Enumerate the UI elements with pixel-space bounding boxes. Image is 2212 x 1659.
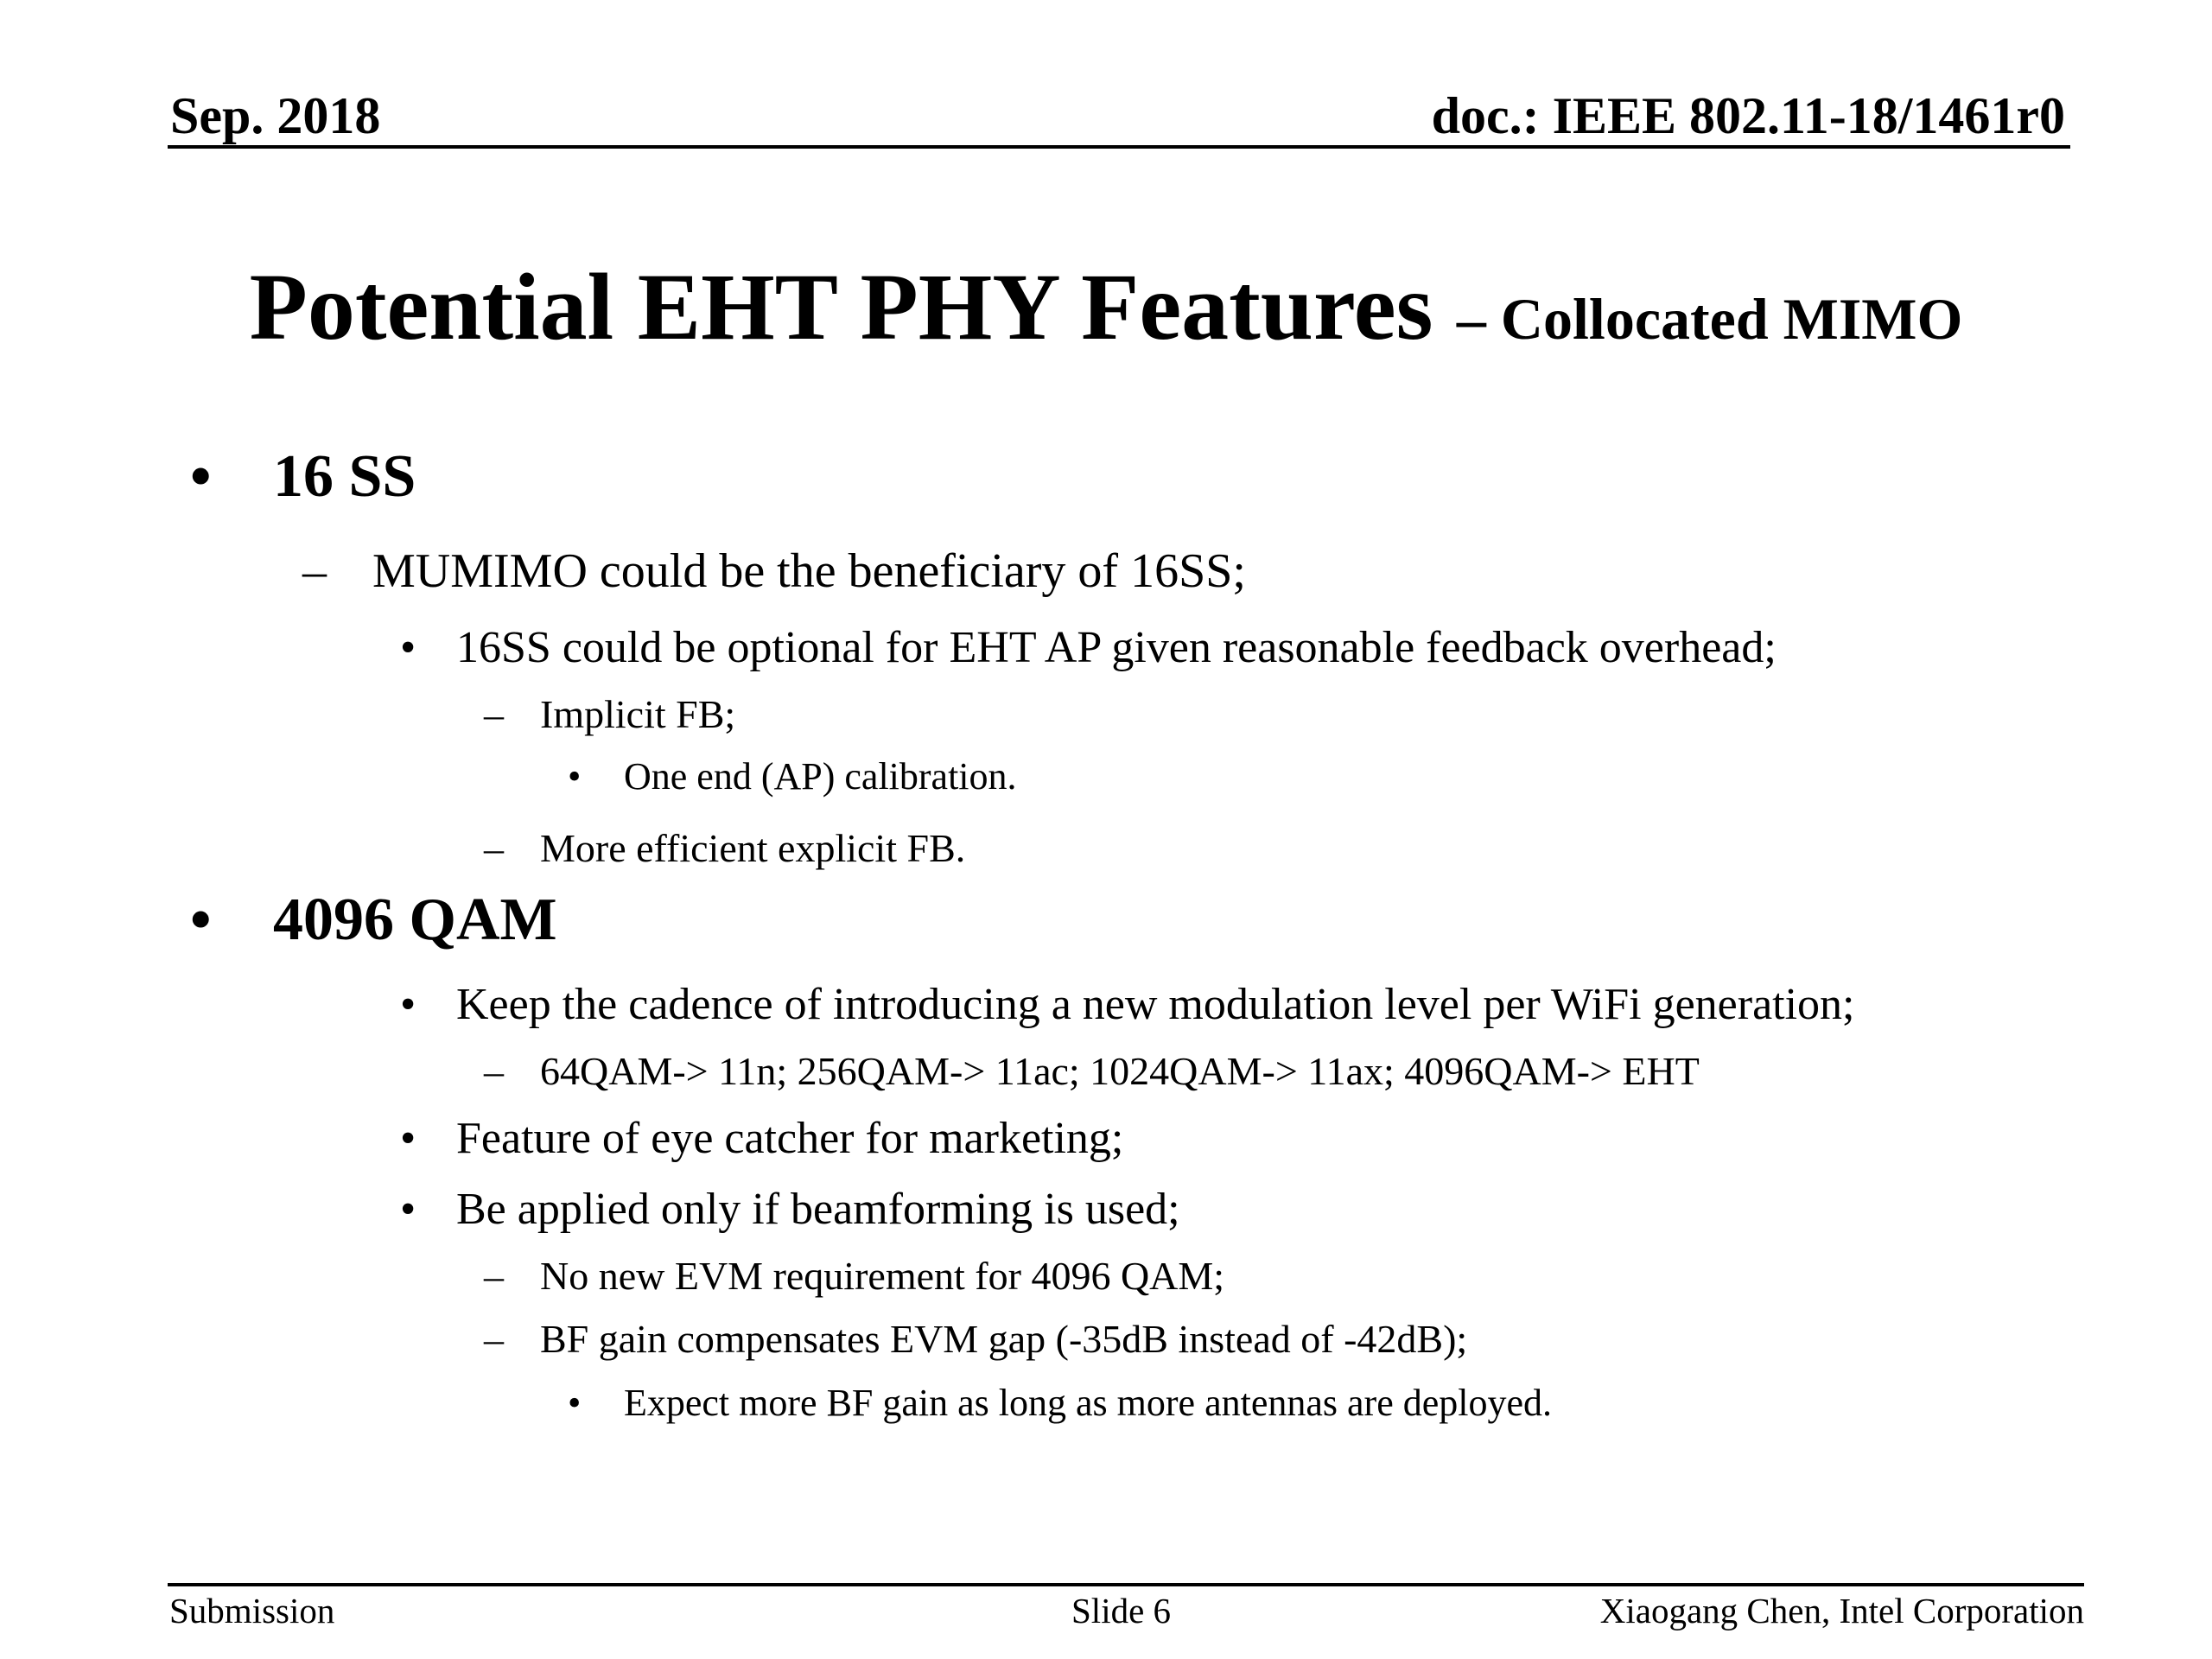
footer-submission: Submission (169, 1591, 335, 1630)
bullet-marker: • (400, 1185, 416, 1234)
header-doc-id: doc.: IEEE 802.11-18/1461r0 (1431, 87, 2065, 144)
bullet-text: 16 SS (273, 443, 416, 510)
bullet-marker: • (400, 1114, 416, 1163)
bullet-text: 64QAM-> 11n; 256QAM-> 11ac; 1024QAM-> 11ax; 4096QAM-> EHT (540, 1049, 1700, 1093)
bullet-text: One end (AP) calibration. (624, 755, 1017, 798)
slide-title-main: Potential EHT PHY Features (249, 254, 1457, 359)
bullet-text: Keep the cadence of introducing a new modulation level per WiFi generation; (456, 980, 1855, 1029)
header-divider (168, 145, 2070, 149)
bullet-text: Be applied only if beamforming is used; (456, 1185, 1180, 1234)
dash-marker: – (484, 1254, 504, 1298)
dash-marker: – (484, 1317, 504, 1361)
dash-marker: – (484, 692, 504, 736)
bullet-marker: • (190, 443, 212, 510)
footer-slide-number: Slide 6 (1071, 1591, 1172, 1630)
dash-marker: – (302, 544, 327, 598)
bullet-marker: • (400, 623, 416, 672)
dash-marker: – (484, 1049, 504, 1093)
header-date: Sep. 2018 (170, 87, 381, 144)
slide-title (0, 252, 2212, 362)
dash-marker: – (484, 826, 504, 870)
bullet-marker: • (400, 980, 416, 1029)
bullet-text: Implicit FB; (540, 692, 736, 736)
bullet-marker: • (568, 755, 582, 798)
bullet-text: 4096 QAM (273, 887, 557, 953)
bullet-text: More efficient explicit FB. (540, 826, 966, 870)
bullet-text: MUMIMO could be the beneficiary of 16SS; (372, 544, 1246, 598)
bullet-text: BF gain compensates EVM gap (-35dB instead of -42dB); (540, 1317, 1468, 1361)
bullet-text: Expect more BF gain as long as more antennas are deployed. (624, 1382, 1553, 1424)
footer-author: Xiaogang Chen, Intel Corporation (1599, 1591, 2084, 1630)
footer-divider (168, 1583, 2084, 1586)
bullet-marker: • (568, 1382, 582, 1424)
bullet-text: Feature of eye catcher for marketing; (456, 1114, 1124, 1163)
bullet-marker: • (190, 887, 212, 953)
bullet-text: No new EVM requirement for 4096 QAM; (540, 1254, 1225, 1298)
slide-title-sub: – Collocated MIMO (1456, 286, 1963, 352)
bullet-text: 16SS could be optional for EHT AP given reasonable feedback overhead; (456, 623, 1777, 672)
